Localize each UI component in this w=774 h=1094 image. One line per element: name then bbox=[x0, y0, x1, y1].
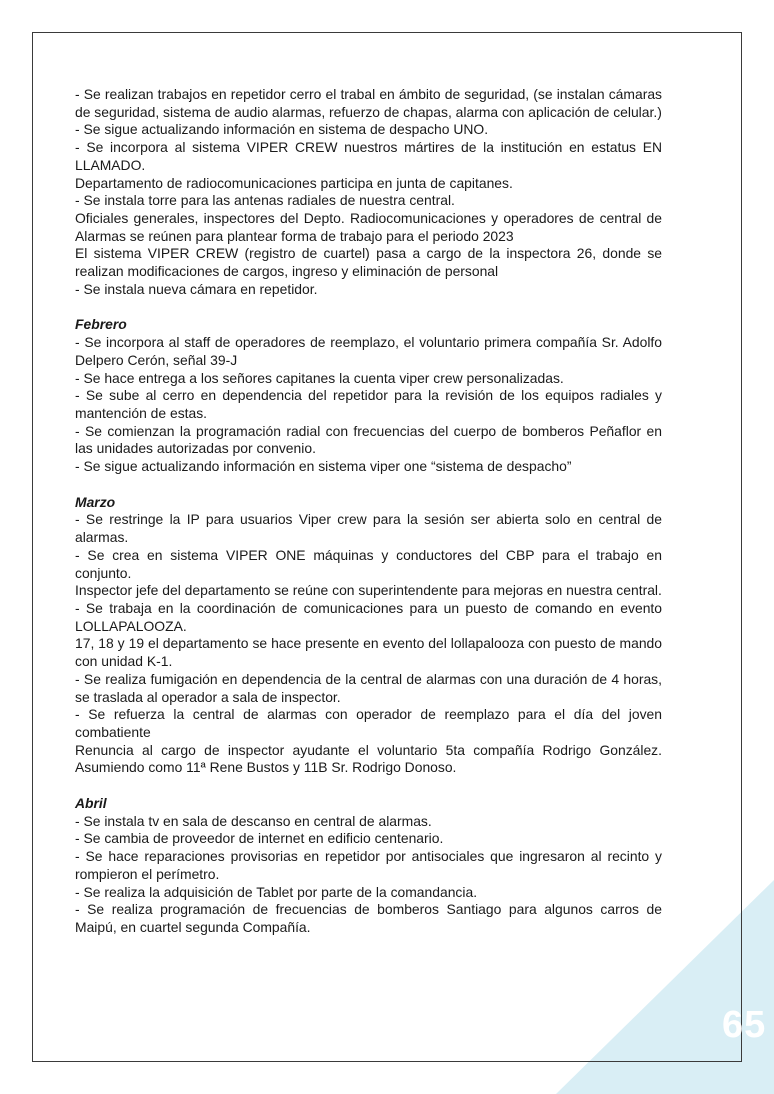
paragraph: - Se cambia de proveedor de internet en edificio centenario. bbox=[75, 830, 444, 847]
paragraph: - Se trabaja en la coordinación de comunicaciones para un puesto de comando en evento LOLLAPALOOZA. bbox=[75, 599, 662, 634]
abril-section bbox=[75, 795, 662, 937]
month-heading-febrero: Febrero bbox=[75, 316, 127, 333]
paragraph: - Se refuerza la central de alarmas con operador de reemplazo para el día del joven combatiente bbox=[75, 706, 662, 740]
paragraph: - Se sube al cerro en dependencia del repetidor para la revisión de los equipos radiales y mantención de estas. bbox=[75, 387, 662, 421]
document-body bbox=[75, 86, 662, 937]
paragraph: - Se incorpora al staff de operadores de reemplazo, el voluntario primera compañía Sr. Adolfo Delpero Cerón, señal 39-J bbox=[75, 334, 662, 368]
paragraph: - Se comienzan la programación radial con frecuencias del cuerpo de bomberos Peñaflor en las unidades autorizadas por convenio. bbox=[75, 422, 662, 457]
febrero-section bbox=[75, 316, 662, 475]
paragraph: - Se hace reparaciones provisorias en repetidor por antisociales que ingresaron al recinto y rompieron el perímetro. bbox=[75, 848, 662, 882]
paragraph: - Se sigue actualizando información en sistema de despacho UNO. bbox=[75, 121, 489, 138]
paragraph: - Se realiza fumigación en dependencia de la central de alarmas con una duración de 4 horas, se traslada al operador a sala de inspector. bbox=[75, 670, 662, 705]
paragraph: - Se realiza programación de frecuencias de bomberos Santiago para algunos carros de Maipú, en cuartel segunda Compañía. bbox=[75, 901, 662, 935]
paragraph: - Se sigue actualizando información en sistema viper one “sistema de despacho” bbox=[75, 458, 572, 475]
month-heading-marzo: Marzo bbox=[75, 493, 116, 510]
paragraph: - Se incorpora al sistema VIPER CREW nuestros mártires de la institución en estatus EN LLAMADO. bbox=[75, 139, 662, 173]
page-number: 65 bbox=[722, 1004, 767, 1046]
paragraph: - Se realizan trabajos en repetidor cerro el trabal en ámbito de seguridad, (se instalan cámaras de seguridad, sistema de audio alarmas, refuerzo de chapas, alarma con aplicación de celular.) bbox=[75, 86, 662, 120]
paragraph: Inspector jefe del departamento se reúne con superintendente para mejoras en nuestra central. bbox=[75, 582, 662, 599]
paragraph: 17, 18 y 19 el departamento se hace presente en evento del lollapalooza con puesto de mando con unidad K-1. bbox=[75, 635, 662, 670]
paragraph: - Se instala nueva cámara en repetidor. bbox=[75, 280, 318, 297]
paragraph: Renuncia al cargo de inspector ayudante el voluntario 5ta compañía Rodrigo González. Asumiendo como 11ª Rene Bustos y 11B Sr. Rodrigo Donoso. bbox=[75, 741, 662, 776]
month-heading-abril: Abril bbox=[75, 795, 107, 812]
paragraph: - Se hace entrega a los señores capitanes la cuenta viper crew personalizadas. bbox=[75, 369, 564, 386]
paragraph: - Se restringe la IP para usuarios Viper crew para la sesión ser abierta solo en central de alarmas. bbox=[75, 511, 662, 546]
paragraph: - Se instala tv en sala de descanso en central de alarmas. bbox=[75, 812, 432, 829]
paragraph: - Se crea en sistema VIPER ONE máquinas y conductores del CBP para el trabajo en conjunto. bbox=[75, 546, 662, 581]
paragraph: Departamento de radiocomunicaciones participa en junta de capitanes. bbox=[75, 174, 513, 191]
paragraph: - Se instala torre para las antenas radiales de nuestra central. bbox=[75, 192, 455, 209]
marzo-section bbox=[75, 494, 662, 777]
paragraph: El sistema VIPER CREW (registro de cuartel) pasa a cargo de la inspectora 26, donde se realizan modificaciones de cargos, ingreso y eliminación de personal bbox=[75, 245, 662, 280]
paragraph: - Se realiza la adquisición de Tablet por parte de la comandancia. bbox=[75, 883, 478, 900]
paragraph: Oficiales generales, inspectores del Depto. Radiocomunicaciones y operadores de central de Alarmas se reúnen para plantear forma de trabajo para el periodo 2023 bbox=[75, 209, 662, 244]
intro-section bbox=[75, 86, 662, 298]
